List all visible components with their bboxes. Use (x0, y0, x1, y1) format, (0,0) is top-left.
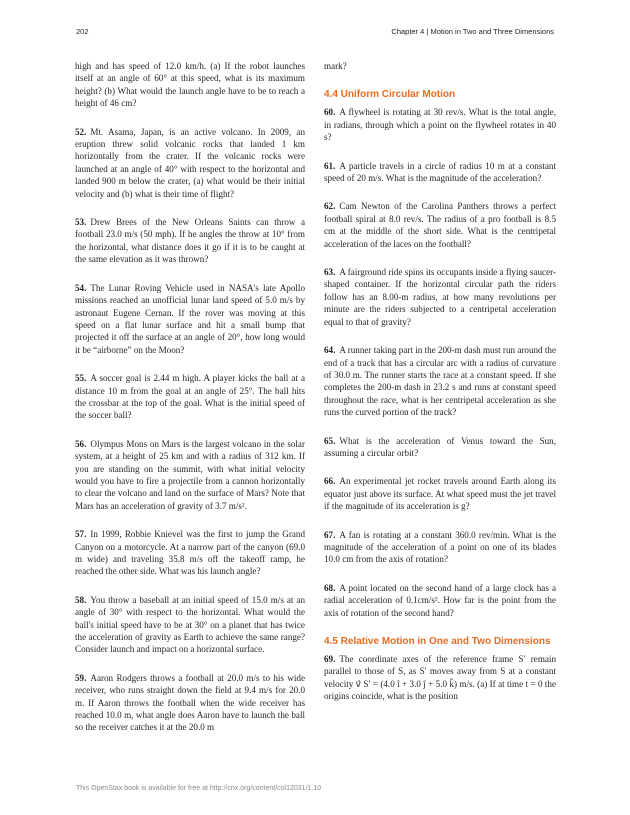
problem-52: 52. Mt. Asama, Japan, is an active volcano. In 2009, an eruption threw solid volcanic rocks that landed 1 km horizontally from the crater. If the volcanic rocks were launched at an angle of 40° with respect to the horizontal and landed 900 m below the crater, (a) what would be their initial velocity and (b) what is their time of flight? (75, 126, 305, 199)
page-number: 202 (76, 27, 89, 36)
problem-67: 67. A fan is rotating at a constant 360.0 rev/min. What is the magnitude of the acceleration of a point on one of its blades 10.0 cm from the axis of rotation? (324, 529, 556, 565)
section-heading-4-4: 4.4 Uniform Circular Motion (324, 89, 456, 101)
problem-53: 53. Drew Brees of the New Orleans Saints can throw a football 23.0 m/s (50 mph). If he angles the throw at 10° from the horizontal, what distance does it go if it is to be caught at the same elevation as it was thrown? (75, 217, 305, 265)
problem-55: 55. A soccer goal is 2.44 m high. A player kicks the ball at a distance 10 m from the goal at an angle of 25°. The ball hits the crossbar at the top of the goal. What is the initial speed of the soccer ball? (75, 373, 305, 421)
problem-63: 63. A fairground ride spins its occupants inside a flying saucer-shaped container. If the horizontal circular path the riders follow has an 8.00-m radius, at how many revolutions per minute are the riders subjected to a centripetal acceleration equal to that of gravity? (324, 267, 556, 327)
problem-57: 57. In 1999, Robbie Knievel was the first to jump the Grand Canyon on a motorcycle. At a narrow part of the canyon (69.0 m wide) and traveling 35.8 m/s off the takeoff ramp, he reached the other side. What was his launch angle? (75, 529, 305, 577)
problem-65: 65. What is the acceleration of Venus toward the Sun, assuming a circular orbit? (324, 435, 556, 458)
problem-51-continuation: high and has speed of 12.0 km/h. (a) If the robot launches itself at an angle of 60° at this speed, what is its maximum height? (b) What would the launch angle have to be to reach a height of 46 cm? (75, 61, 305, 109)
problem-62: 62. Cam Newton of the Carolina Panthers throws a perfect football spiral at 8.0 rev/s. The radius of a pro football is 8.5 cm at the middle of the short side. What is the centripetal acceleration of the laces on the football? (324, 201, 556, 249)
problem-68: 68. A point located on the second hand of a large clock has a radial acceleration of 0.1cm/s². How far is the point from the axis of rotation of the second hand? (324, 582, 556, 618)
right-column (324, 60, 556, 703)
velocity-equation: v⃗ S′ = (4.0 î + 3.0 ĵ + 5.0 k̂) m/s. (355, 678, 475, 689)
problem-58: 58. You throw a baseball at an initial speed of 15.0 m/s at an angle of 30° with respect to the horizontal. What would the ball's initial speed have to be at 30° on a planet that has twice the acceleration of gravity as Earth to achieve the same range? Consider launch and impact on a horizontal surface. (75, 594, 305, 655)
section-heading-4-5: 4.5 Relative Motion in One and Two Dimensions (324, 636, 551, 647)
problem-61: 61. A particle travels in a circle of radius 10 m at a constant speed of 20 m/s. What is the magnitude of the acceleration? (324, 160, 556, 184)
problem-59: 59. Aaron Rodgers throws a football at 20.0 m/s to his wide receiver, who runs straight down the field at 9.4 m/s for 20.0 m. If Aaron throws the football when the wide receiver has reached 10.0 m, what angle does Aaron have to launch the ball so the receiver catches it at the 20.0 m (75, 672, 305, 733)
chapter-title: Chapter 4 | Motion in Two and Three Dimensions (391, 27, 554, 36)
left-column (75, 60, 305, 750)
problem-64: 64. A runner taking part in the 200-m dash must run around the end of a track that has a circular arc with a radius of curvature of 30.0 m. The runner starts the race at a constant speed. If she completes the 200-m dash in 23.2 s and runs at constant speed throughout the race, what is her centripetal acceleration as she runs the curved portion of the track? (324, 345, 556, 418)
problem-56: 56. Olympus Mons on Mars is the largest volcano in the solar system, at a height of 25 km and with a radius of 312 km. If you are standing on the summit, with what initial velocity would you have to fire a projectile from a cannon horizontally to clear the volcano and land on the surface of Mars? Note that Mars has an acceleration of gravity of 3.7 m/s². (75, 438, 305, 511)
page-footer: This OpenStax book is available for free at http://cnx.org/content/col12031/1.10 (76, 785, 322, 792)
problem-69: 69. The coordinate axes of the reference frame S′ remain parallel to those of S, as S′ moves away from S at a constant velocity v⃗ S′ = (4.0 î + 3.0 ĵ + 5.0 k̂) m/s. (a) If at time t = 0 the origins coincide, what is the position (324, 654, 556, 702)
page-header (0, 0, 630, 40)
problem-66: 66. An experimental jet rocket travels around Earth along its equator just above its surface. At what speed must the jet travel if the magnitude of its acceleration is g? (324, 476, 556, 512)
problem-59-continuation: mark? (324, 61, 347, 71)
problem-54: 54. The Lunar Roving Vehicle used in NASA's late Apollo missions reached an unofficial lunar land speed of 5.0 m/s by astronaut Eugene Cernan. If the rover was moving at this speed on a flat lunar surface and hit a small bump that projected it off the surface at an angle of 20°, how long would it be “airborne” on the Moon? (75, 282, 305, 355)
problem-60: 60. A flywheel is rotating at 30 rev/s. What is the total angle, in radians, through which a point on the flywheel rotates in 40 s? (324, 107, 556, 143)
